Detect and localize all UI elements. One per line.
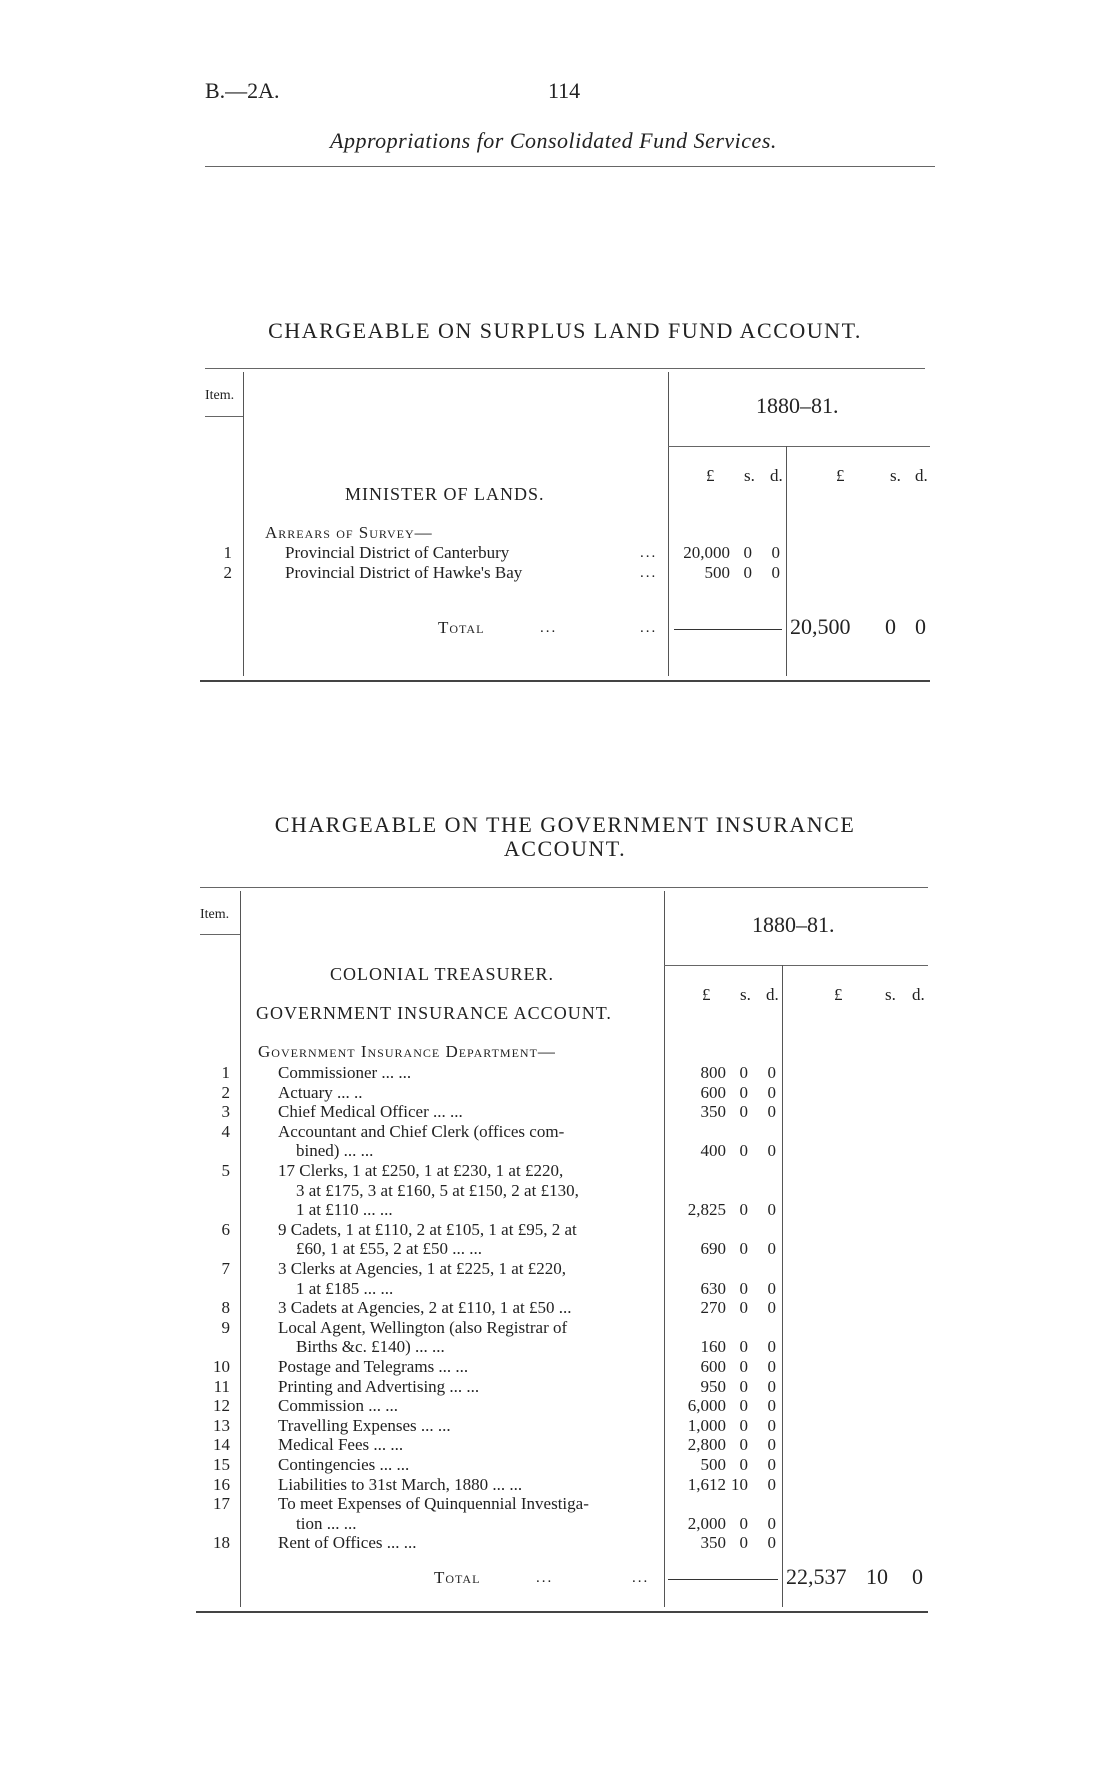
table-row-description: 3 Clerks at Agencies, 1 at £225, 1 at £220, bbox=[278, 1259, 567, 1278]
section2-item-underline bbox=[200, 934, 240, 935]
table-row-pence: 0 bbox=[767, 1435, 776, 1455]
table-row-description: Medical Fees ... ... bbox=[278, 1435, 404, 1455]
table-row-item-number: 7 bbox=[221, 1259, 230, 1278]
table-row-pounds: 2,800 bbox=[687, 1435, 726, 1455]
table-row-description: 1 at £110 ... ... bbox=[296, 1200, 393, 1220]
section2-total-pounds: 22,537 bbox=[786, 1564, 847, 1589]
table-row-pounds: 690 bbox=[700, 1239, 726, 1259]
section1-year: 1880–81. bbox=[756, 393, 839, 418]
table-row-pence: 0 bbox=[767, 1415, 776, 1435]
section1-vline-amount bbox=[668, 372, 669, 676]
table-row-item-number: 11 bbox=[213, 1376, 230, 1396]
table-row-description: Local Agent, Wellington (also Registrar of bbox=[278, 1317, 568, 1337]
document-code: B.—2A. bbox=[205, 78, 280, 103]
table-row-description: 3 Cadets at Agencies, 2 at £110, 1 at £50 ... bbox=[278, 1298, 572, 1318]
section2-total-s: 10 bbox=[866, 1564, 888, 1589]
section2-vline-item bbox=[240, 891, 241, 1607]
table-row-pence: 0 bbox=[771, 543, 780, 562]
section2-title-line2: ACCOUNT. bbox=[503, 836, 627, 861]
table-row-shillings: 10 bbox=[731, 1474, 748, 1494]
table-row-item-number: 8 bbox=[221, 1298, 230, 1318]
table-row-shillings: 0 bbox=[739, 1063, 748, 1082]
section2-total-dots-1: ... bbox=[536, 1570, 554, 1586]
table-row-pounds: 270 bbox=[700, 1298, 726, 1318]
table-row-pence: 0 bbox=[767, 1278, 776, 1298]
table-row-item-number: 2 bbox=[223, 563, 232, 582]
table-row-pence: 0 bbox=[767, 1063, 776, 1082]
table-row-pence: 0 bbox=[767, 1376, 776, 1396]
table-row-item-number: 12 bbox=[213, 1396, 230, 1416]
table-row-pounds: 6,000 bbox=[687, 1396, 726, 1416]
table-row-shillings: 0 bbox=[739, 1298, 748, 1318]
table-row-pence: 0 bbox=[767, 1474, 776, 1494]
table-row-item-number: 9 bbox=[221, 1317, 230, 1337]
section1-title: CHARGEABLE ON SURPLUS LAND FUND ACCOUNT. bbox=[268, 318, 862, 343]
section2-total-dash bbox=[668, 1579, 778, 1580]
table-row-pounds: 600 bbox=[700, 1082, 726, 1102]
header-rule bbox=[205, 166, 935, 167]
table-row-pounds: 400 bbox=[700, 1141, 726, 1161]
table-row-description: £60, 1 at £55, 2 at £50 ... ... bbox=[296, 1239, 483, 1259]
section2-total-label: Total bbox=[434, 1568, 481, 1587]
table-row-pence: 0 bbox=[767, 1357, 776, 1376]
section2-total-d: 0 bbox=[912, 1564, 923, 1589]
table-row-pounds: 500 bbox=[704, 563, 730, 582]
section2-bottom-rule bbox=[196, 1611, 928, 1613]
table-row-pounds: 800 bbox=[700, 1063, 726, 1082]
table-row-pence: 0 bbox=[771, 563, 780, 582]
table-row-pence: 0 bbox=[767, 1455, 776, 1474]
table-row-description: Rent of Offices ... ... bbox=[278, 1533, 417, 1553]
table-row-pence: 0 bbox=[767, 1141, 776, 1161]
table-row-pounds: 20,000 bbox=[683, 543, 730, 562]
table-row-pounds: 160 bbox=[700, 1337, 726, 1357]
section1-vline-total bbox=[786, 446, 787, 676]
table-row-description: Postage and Telegrams ... ... bbox=[278, 1357, 469, 1376]
table-row-item-number: 6 bbox=[221, 1219, 230, 1239]
section1-total-s: 0 bbox=[885, 614, 896, 639]
table-row-description: 9 Cadets, 1 at £110, 2 at £105, 1 at £95, 2 at bbox=[278, 1219, 577, 1239]
section2-year: 1880–81. bbox=[752, 912, 835, 937]
table-row-pounds: 630 bbox=[700, 1278, 726, 1298]
section2-group: Government Insurance Department— bbox=[258, 1042, 556, 1061]
table-row-shillings: 0 bbox=[739, 1415, 748, 1435]
section2-col-d: d. bbox=[766, 985, 779, 1004]
section1-total-d: 0 bbox=[915, 614, 926, 639]
table-row-description: To meet Expenses of Quinquennial Investiga- bbox=[278, 1494, 589, 1514]
section1-total-dots-2: ... bbox=[640, 620, 658, 636]
table-row-item-number: 3 bbox=[221, 1102, 230, 1122]
table-row-item-number: 13 bbox=[213, 1415, 230, 1435]
section1-group: Arrears of Survey— bbox=[265, 523, 433, 542]
page-subtitle: Appropriations for Consolidated Fund Services. bbox=[330, 128, 777, 153]
table-row-description: Commission ... ... bbox=[278, 1396, 398, 1416]
table-row-description: Actuary ... .. bbox=[278, 1082, 363, 1102]
table-row-shillings: 0 bbox=[739, 1357, 748, 1376]
table-row-pence: 0 bbox=[767, 1396, 776, 1416]
table-row-dots: ... bbox=[640, 565, 658, 581]
table-row-shillings: 0 bbox=[739, 1337, 748, 1357]
section2-year-rule bbox=[664, 965, 928, 966]
table-row-item-number: 1 bbox=[221, 1063, 230, 1082]
section1-minister: MINISTER OF LANDS. bbox=[345, 484, 545, 504]
table-row-description: 3 at £175, 3 at £160, 5 at £150, 2 at £130, bbox=[296, 1180, 579, 1200]
table-row-shillings: 0 bbox=[739, 1102, 748, 1122]
section2-col-pound: £ bbox=[702, 985, 711, 1004]
table-row-pounds: 2,000 bbox=[687, 1513, 726, 1533]
table-row-description: 1 at £185 ... ... bbox=[296, 1278, 394, 1298]
table-row-shillings: 0 bbox=[739, 1455, 748, 1474]
table-row-description: tion ... ... bbox=[296, 1513, 357, 1533]
section2-col-s: s. bbox=[740, 985, 751, 1004]
section1-vline-item bbox=[243, 372, 244, 676]
table-row-description: Liabilities to 31st March, 1880 ... ... bbox=[278, 1474, 523, 1494]
table-row-pounds: 950 bbox=[700, 1376, 726, 1396]
table-row-description: 17 Clerks, 1 at £250, 1 at £230, 1 at £220, bbox=[278, 1161, 564, 1180]
section1-item-underline bbox=[205, 416, 243, 417]
table-row-description: bined) ... ... bbox=[296, 1141, 374, 1161]
table-row-shillings: 0 bbox=[739, 1376, 748, 1396]
table-row-pounds: 2,825 bbox=[687, 1200, 726, 1220]
section2-account: GOVERNMENT INSURANCE ACCOUNT. bbox=[256, 1003, 612, 1023]
section1-col-pound: £ bbox=[706, 466, 715, 485]
table-row-item-number: 18 bbox=[213, 1533, 230, 1553]
table-row-description: Provincial District of Canterbury bbox=[285, 543, 510, 562]
table-row-shillings: 0 bbox=[739, 1396, 748, 1416]
table-row-item-number: 1 bbox=[223, 543, 232, 562]
table-row-shillings: 0 bbox=[743, 543, 752, 562]
section2-vline-total bbox=[782, 965, 783, 1607]
table-row-description: Commissioner ... ... bbox=[278, 1063, 412, 1082]
section2-col-pound-total: £ bbox=[834, 985, 843, 1004]
table-row-item-number: 5 bbox=[221, 1161, 230, 1180]
table-row-shillings: 0 bbox=[739, 1200, 748, 1220]
table-row-pence: 0 bbox=[767, 1082, 776, 1102]
section1-total-dots-1: ... bbox=[540, 620, 558, 636]
section1-col-d: d. bbox=[770, 466, 783, 485]
section2-item-label: Item. bbox=[200, 907, 230, 922]
page-number: 114 bbox=[548, 78, 581, 103]
table-row-pence: 0 bbox=[767, 1298, 776, 1318]
table-row-shillings: 0 bbox=[739, 1278, 748, 1298]
table-row-shillings: 0 bbox=[739, 1082, 748, 1102]
table-row-item-number: 4 bbox=[221, 1121, 230, 1141]
table-row-item-number: 14 bbox=[213, 1435, 230, 1455]
section1-col-pound-total: £ bbox=[836, 466, 845, 485]
section1-item-label: Item. bbox=[205, 388, 235, 403]
table-row-shillings: 0 bbox=[739, 1533, 748, 1553]
section2-total-dots-2: ... bbox=[632, 1570, 650, 1586]
table-row-item-number: 17 bbox=[213, 1494, 230, 1514]
table-row-description: Accountant and Chief Clerk (offices com- bbox=[278, 1121, 565, 1141]
section1-total-dash bbox=[674, 629, 782, 630]
section2-minister: COLONIAL TREASURER. bbox=[330, 964, 555, 984]
table-row-description: Printing and Advertising ... ... bbox=[278, 1376, 480, 1396]
table-row-pounds: 1,612 bbox=[687, 1474, 726, 1494]
table-row-pounds: 1,000 bbox=[687, 1415, 726, 1435]
table-row-shillings: 0 bbox=[739, 1513, 748, 1533]
table-row-pence: 0 bbox=[767, 1513, 776, 1533]
table-row-item-number: 2 bbox=[221, 1082, 230, 1102]
table-row-pounds: 600 bbox=[700, 1357, 726, 1376]
table-row-pounds: 500 bbox=[700, 1455, 726, 1474]
section1-year-rule bbox=[668, 446, 930, 447]
section1-col-s-total: s. bbox=[890, 466, 901, 485]
table-row-pounds: 350 bbox=[700, 1102, 726, 1122]
table-row-item-number: 16 bbox=[213, 1474, 230, 1494]
table-row-description: Chief Medical Officer ... ... bbox=[278, 1102, 463, 1122]
section1-bottom-rule bbox=[200, 680, 930, 682]
table-row-description: Births &c. £140) ... ... bbox=[296, 1337, 445, 1357]
section2-top-rule bbox=[200, 887, 928, 888]
table-row-description: Provincial District of Hawke's Bay bbox=[285, 563, 523, 582]
table-row-description: Travelling Expenses ... ... bbox=[278, 1415, 451, 1435]
table-row-shillings: 0 bbox=[739, 1141, 748, 1161]
section1-col-s: s. bbox=[744, 466, 755, 485]
table-row-dots: ... bbox=[640, 545, 658, 561]
table-row-pence: 0 bbox=[767, 1533, 776, 1553]
table-row-item-number: 15 bbox=[213, 1455, 230, 1474]
table-row-description: Contingencies ... ... bbox=[278, 1455, 410, 1474]
table-row-pence: 0 bbox=[767, 1239, 776, 1259]
section1-col-d-total: d. bbox=[915, 466, 928, 485]
section2-col-d-total: d. bbox=[912, 985, 925, 1004]
table-row-pence: 0 bbox=[767, 1102, 776, 1122]
section2-col-s-total: s. bbox=[885, 985, 896, 1004]
table-row-pounds: 350 bbox=[700, 1533, 726, 1553]
section1-total-pounds: 20,500 bbox=[790, 614, 851, 639]
section2-title-line1: CHARGEABLE ON THE GOVERNMENT INSURANCE bbox=[274, 812, 856, 837]
table-row-pence: 0 bbox=[767, 1200, 776, 1220]
table-row-shillings: 0 bbox=[743, 563, 752, 582]
table-row-shillings: 0 bbox=[739, 1435, 748, 1455]
section1-top-rule bbox=[205, 368, 925, 369]
table-row-item-number: 10 bbox=[213, 1357, 230, 1376]
table-row-pence: 0 bbox=[767, 1337, 776, 1357]
section1-total-label: Total bbox=[438, 618, 485, 637]
table-row-shillings: 0 bbox=[739, 1239, 748, 1259]
